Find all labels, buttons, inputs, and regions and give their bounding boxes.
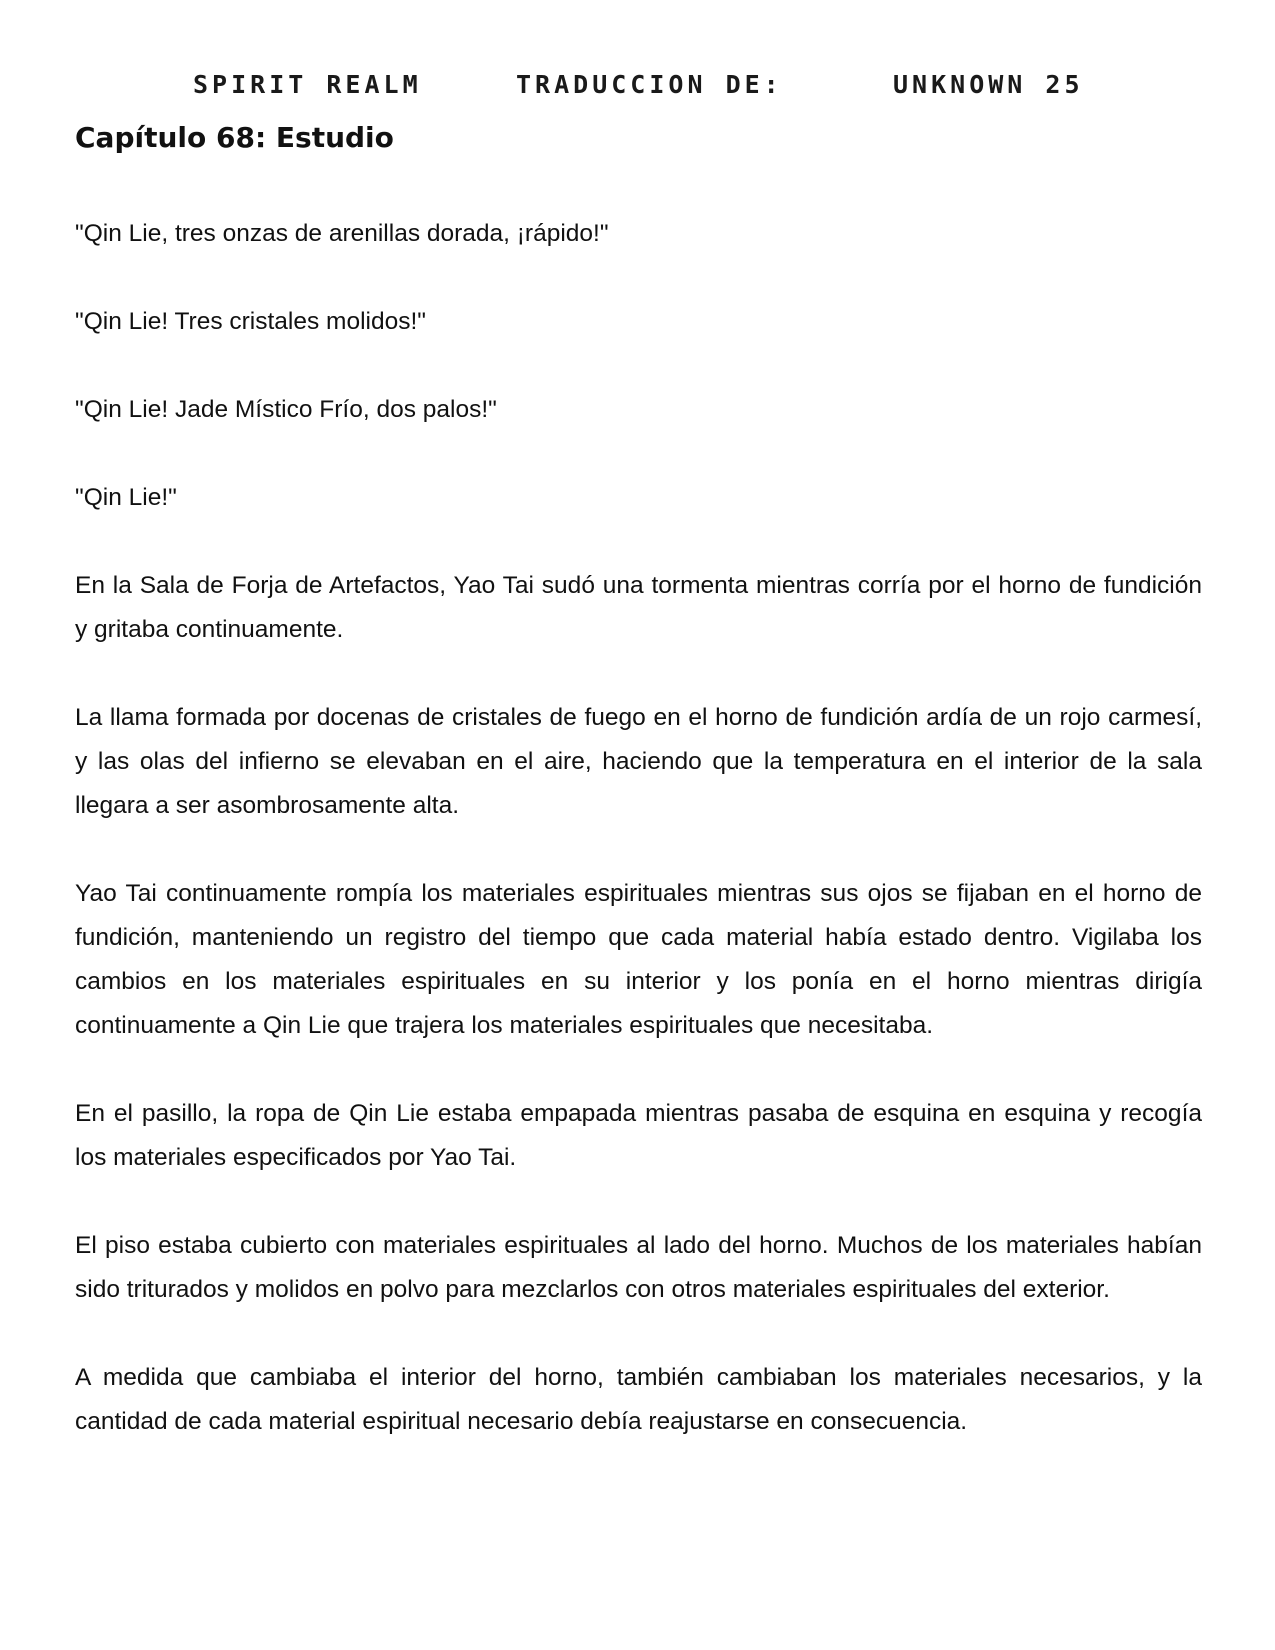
running-header xyxy=(0,70,1275,110)
paragraph: La llama formada por docenas de cristales de fuego en el horno de fundición ardía de un rojo carmesí, y las olas del infierno se elevaban en el aire, haciendo que la temperatura en el interior de la sala llegara a ser asombrosamente alta. xyxy=(75,704,1202,819)
paragraph: "Qin Lie! Tres cristales molidos!" xyxy=(75,308,426,335)
paragraph: A medida que cambiaba el interior del horno, también cambiaban los materiales necesarios, y la cantidad de cada material espiritual necesario debía reajustarse en consecuencia. xyxy=(75,1364,1202,1435)
chapter-body xyxy=(75,212,1202,1488)
paragraph: "Qin Lie, tres onzas de arenillas dorada, ¡rápido!" xyxy=(75,220,609,247)
header-series-title: SPIRIT REALM xyxy=(193,70,422,99)
paragraph: Yao Tai continuamente rompía los materiales espirituales mientras sus ojos se fijaban en el horno de fundición, manteniendo un registro del tiempo que cada material había estado dentro. Vigilaba los cambios en los materiales espirituales en su interior y los ponía en el horno mientras dirigía continuamente a Qin Lie que trajera los materiales espirituales que necesitaba. xyxy=(75,880,1202,1039)
paragraph: En el pasillo, la ropa de Qin Lie estaba empapada mientras pasaba de esquina en esquina y recogía los materiales especificados por Yao Tai. xyxy=(75,1100,1202,1171)
header-translation-label: TRADUCCION DE: xyxy=(516,70,783,99)
header-translator-name: UNKNOWN 25 xyxy=(893,70,1084,99)
paragraph: "Qin Lie!" xyxy=(75,484,177,511)
paragraph: "Qin Lie! Jade Místico Frío, dos palos!" xyxy=(75,396,497,423)
paragraph: En la Sala de Forja de Artefactos, Yao Tai sudó una tormenta mientras corría por el horno de fundición y gritaba continuamente. xyxy=(75,572,1202,643)
paragraph: El piso estaba cubierto con materiales espirituales al lado del horno. Muchos de los materiales habían sido triturados y molidos en polvo para mezclarlos con otros materiales espirituales del exterior. xyxy=(75,1232,1202,1303)
chapter-title: Capítulo 68: Estudio xyxy=(75,121,394,154)
